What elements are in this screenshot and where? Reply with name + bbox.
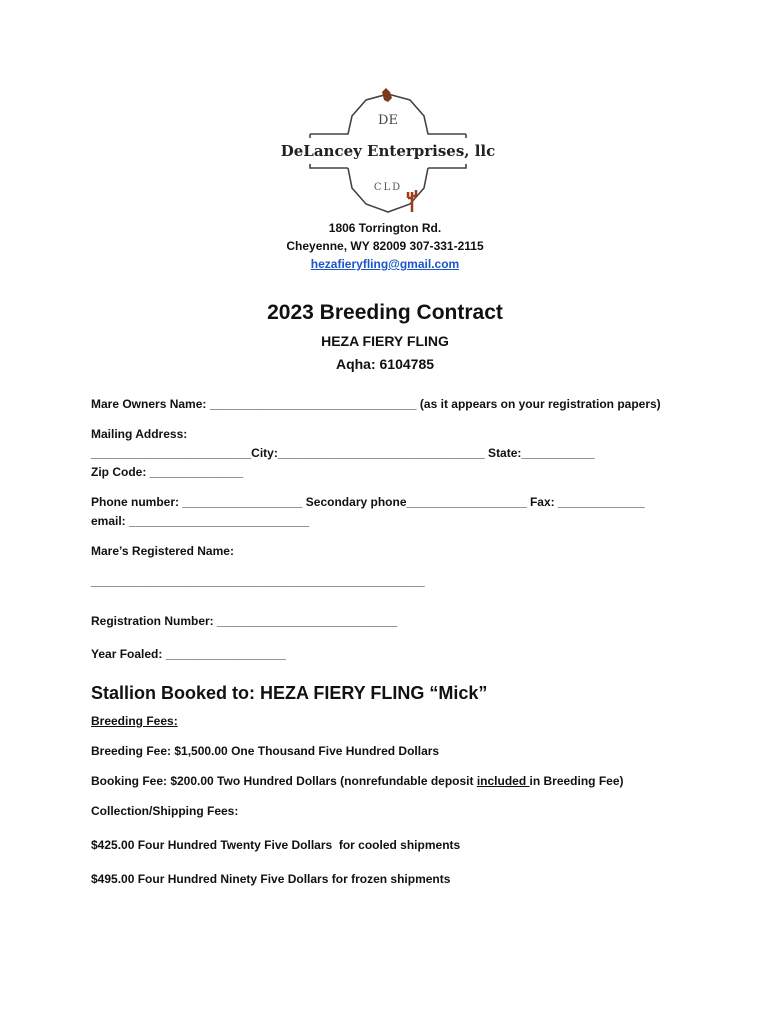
contract-title: 2023 Breeding Contract: [267, 301, 503, 324]
breeding-fees-label: Breeding Fees:: [91, 714, 178, 728]
mare-owner-name-field[interactable]: Mare Owners Name: _______________________________ (as it appears on your registration papers): [91, 397, 661, 411]
cactus-icon: [408, 190, 416, 212]
logo-bottom-monogram: CLD: [373, 182, 403, 193]
phone-fields[interactable]: Phone number: __________________ Secondary phone__________________ Fax: _____________: [91, 495, 645, 509]
email-field[interactable]: email: ___________________________: [91, 514, 310, 528]
address-street: 1806 Torrington Rd.: [328, 221, 442, 235]
mailing-address-label: Mailing Address:: [91, 427, 188, 441]
address-city-phone: Cheyenne, WY 82009 307-331-2115: [286, 239, 484, 253]
cooled-shipment-fee: $425.00 Four Hundred Twenty Five Dollars for cooled shipments: [91, 838, 461, 852]
logo-company-name: DeLancey Enterprises, llc: [280, 142, 496, 160]
frozen-shipment-fee: $495.00 Four Hundred Ninety Five Dollars for frozen shipments: [91, 872, 451, 886]
booking-fee: Booking Fee: $200.00 Two Hundred Dollars (nonrefundable deposit included in Breeding Fee): [91, 774, 624, 788]
mare-registered-name-field[interactable]: __________________________________________________: [91, 574, 425, 588]
stallion-heading: Stallion Booked to: HEZA FIERY FLING “Mick”: [91, 683, 488, 703]
zip-code-field[interactable]: Zip Code: ______________: [91, 465, 244, 479]
mare-registered-name-label: Mare’s Registered Name:: [91, 544, 234, 558]
horse-name: HEZA FIERY FLING: [321, 333, 449, 349]
registration-number-field[interactable]: Registration Number: ___________________________: [91, 614, 398, 628]
breeding-fee: Breeding Fee: $1,500.00 One Thousand Five Hundred Dollars: [91, 744, 440, 758]
year-foaled-field[interactable]: Year Foaled: __________________: [91, 647, 286, 661]
email-link[interactable]: hezafieryfling@gmail.com: [310, 257, 460, 271]
collection-shipping-label: Collection/Shipping Fees:: [91, 804, 239, 818]
registration-number: Aqha: 6104785: [335, 356, 435, 372]
company-logo: [280, 88, 496, 218]
horse-icon: [382, 88, 392, 102]
logo-top-monogram: DE: [378, 113, 398, 128]
mailing-address-field[interactable]: ________________________City:_______________________________ State:___________: [91, 446, 595, 460]
